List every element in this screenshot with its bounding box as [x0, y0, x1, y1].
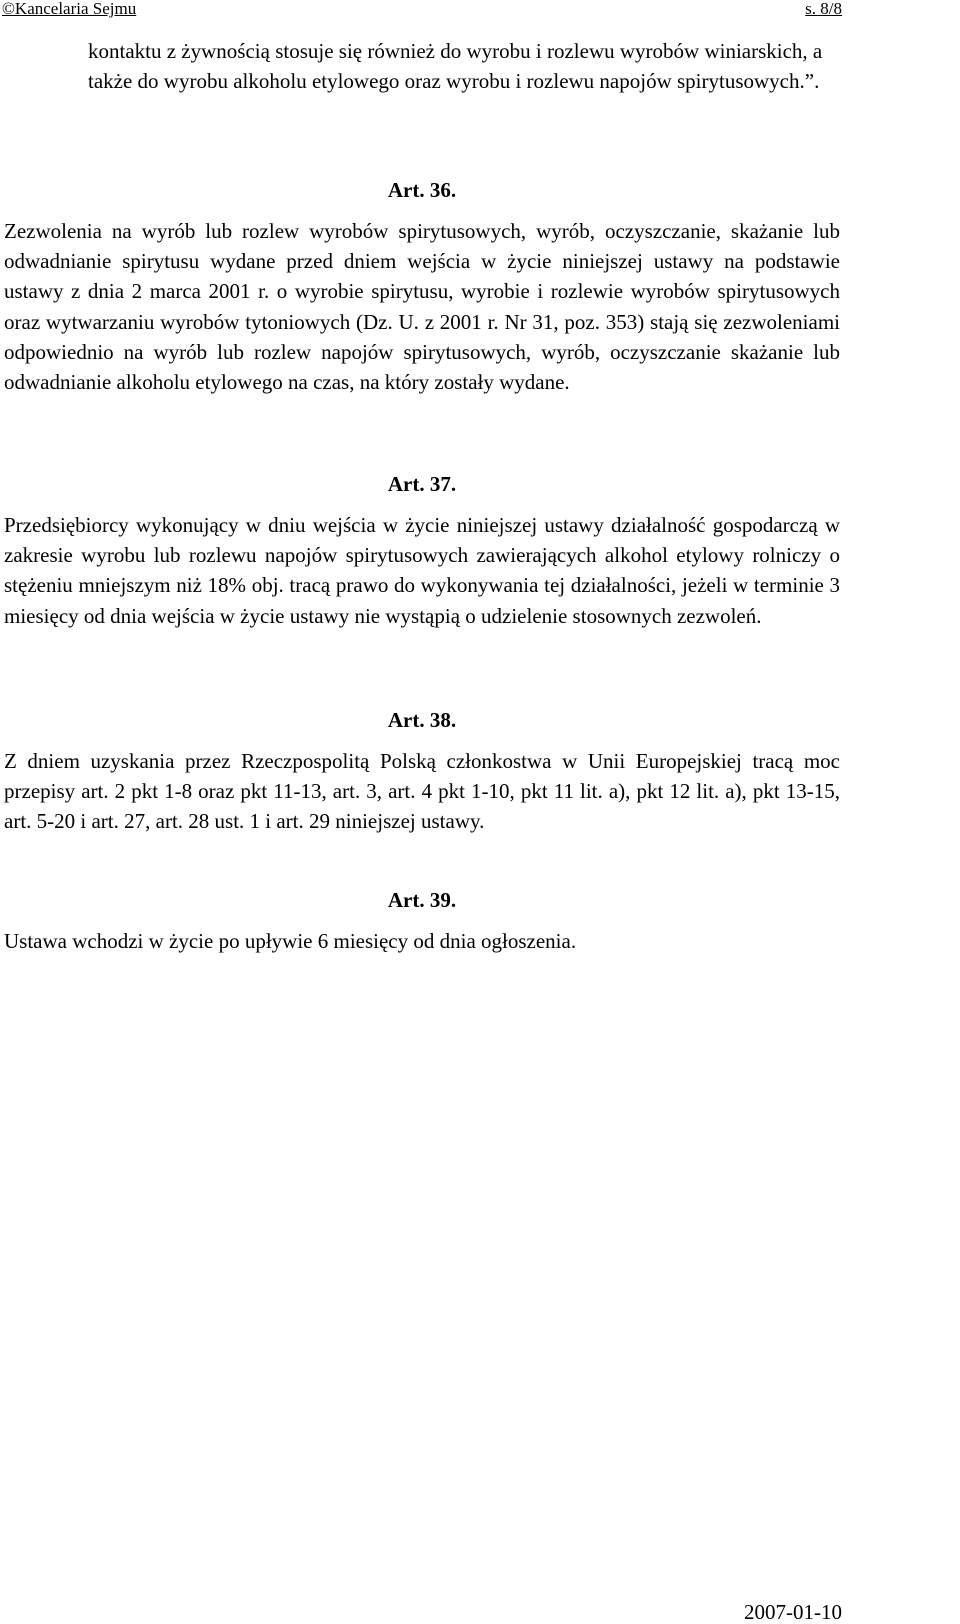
article-38-text: Z dniem uzyskania przez Rzeczpospolitą Polską członkostwa w Unii Europejskiej tracą moc przepisy art. 2 pkt 1-8 oraz pkt 11-13, art. 3, art. 4 pkt 1-10, pkt 11 lit. a), pkt 12 lit. a), pkt 13-15, art. 5-20 i art. 27, art. 28 ust. 1 i art. 29 niniejszej ustawy.: [4, 749, 840, 834]
page-number: s. 8/8: [805, 0, 842, 18]
article-39-title: Art. 39.: [387, 888, 457, 912]
page-header: [2, 0, 842, 24]
intro-paragraph: kontaktu z żywnością stosuje się również do wyrobu i rozlewu wyrobów winiarskich, a także do wyrobu alkoholu etylowego oraz wyrobu i rozlewu napojów spirytusowych.”.: [88, 39, 823, 93]
article-39-text: Ustawa wchodzi w życie po upływie 6 miesięcy od dnia ogłoszenia.: [4, 929, 577, 953]
article-37-title: Art. 37.: [387, 472, 457, 496]
article-36-text: Zezwolenia na wyrób lub rozlew wyrobów spirytusowych, wyrób, oczyszczanie, skażanie lub odwadnianie spirytusu wydane przed dniem wejścia w życie niniejszej ustawy na podstawie ustawy z dnia 2 marca 2001 r. o wyrobie spirytusu, wyrobie i rozlewie wyrobów spirytusowych oraz wytwarzaniu wyrobów tytoniowych (Dz. U. z 2001 r. Nr 31, poz. 353) stają się zezwoleniami odpowiednio na wyrób lub rozlew napojów spirytusowych, wyrób, oczyszczanie skażanie lub odwadnianie alkoholu etylowego na czas, na który zostały wydane.: [4, 219, 840, 395]
header-source: ©Kancelaria Sejmu: [2, 0, 137, 18]
article-36-title: Art. 36.: [387, 178, 457, 202]
article-38-title: Art. 38.: [387, 708, 457, 732]
document-date: 2007-01-10: [744, 1600, 842, 1624]
article-37-text: Przedsiębiorcy wykonujący w dniu wejścia w życie niniejszej ustawy działalność gospodarczą w zakresie wyrobu lub rozlewu napojów spirytusowych zawierających alkohol etylowy rolniczy o stężeniu mniejszym niż 18% obj. tracą prawo do wykonywania tej działalności, jeżeli w terminie 3 miesięcy od dnia wejścia w życie ustawy nie wystąpią o udzielenie stosownych zezwoleń.: [4, 513, 840, 628]
